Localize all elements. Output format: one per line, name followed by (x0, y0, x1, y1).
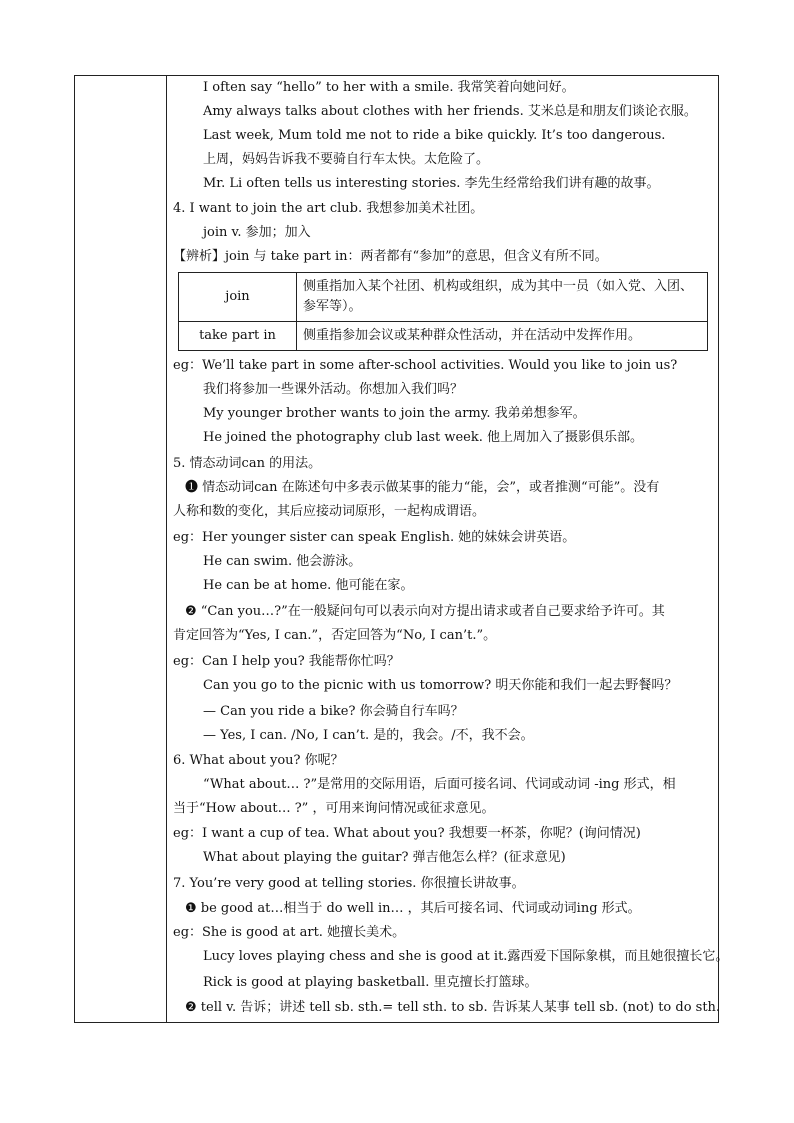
example-line: He can be at home. 他可能在家。 (203, 578, 414, 593)
example-line: Last week, Mum told me not to ride a bike quickly. It’s too dangerous. (203, 128, 666, 143)
analysis-heading: 【辨析】join 与 take part in：两者都有“参加”的意思，但含义有所不同。 (173, 249, 608, 264)
example-line: He joined the photography club last week. 他上周加入了摄影俱乐部。 (203, 430, 644, 445)
document-frame (74, 75, 729, 1023)
point-heading: 5. 情态动词can 的用法。 (173, 456, 322, 471)
point-heading: 4. I want to join the art club. 我想参加美术社团。 (173, 201, 484, 216)
example-line: eg：I want a cup of tea. What about you? 我想要一杯茶，你呢？(询问情况) (173, 826, 641, 841)
example-line: Can you go to the picnic with us tomorrow? 明天你能和我们一起去野餐吗？ (203, 678, 678, 693)
comparison-table (178, 272, 708, 351)
definition-line: join v. 参加；加入 (203, 225, 311, 240)
table-row (179, 273, 708, 322)
example-line: He can swim. 他会游泳。 (203, 554, 362, 569)
example-line: eg：We’ll take part in some after-school activities. Would you like to join us? (173, 358, 678, 373)
example-line: eg：Can I help you? 我能帮你忙吗？ (173, 654, 400, 669)
point-heading: 6. What about you? 你呢？ (173, 753, 344, 768)
example-line: My younger brother wants to join the army. 我弟弟想参军。 (203, 406, 586, 421)
usage-note: ❷ “Can you…?”在一般疑问句可以表示向对方提出请求或者自己要求给予许可。其 (185, 604, 665, 619)
example-line: Mr. Li often tells us interesting stories. 李先生经常给我们讲有趣的故事。 (203, 176, 660, 191)
usage-note: “What about… ?”是常用的交际用语，后面可接名词、代词或动词 -ing 形式，相 (203, 777, 676, 792)
example-line: I often say “hello” to her with a smile. 我常笑着向她问好。 (203, 80, 575, 95)
table-desc-cell: 侧重指参加会议或某种群众性活动，并在活动中发挥作用。 (297, 322, 708, 351)
column-divider (166, 76, 167, 1022)
example-line: — Can you ride a bike? 你会骑自行车吗？ (203, 704, 464, 719)
example-line: Amy always talks about clothes with her friends. 艾米总是和朋友们谈论衣服。 (203, 104, 697, 119)
example-line: Lucy loves playing chess and she is good at it.露西爱下国际象棋，而且她很擅长它。 (203, 949, 729, 964)
example-line: What about playing the guitar? 弹吉他怎么样？(征求意见) (203, 850, 566, 865)
table-term-cell: take part in (179, 322, 297, 351)
usage-note: 人称和数的变化，其后应接动词原形，一起构成谓语。 (173, 504, 486, 519)
table-desc-cell: 侧重指加入某个社团、机构或组织，成为其中一员（如入党、入团、参军等）。 (297, 273, 708, 322)
example-line: eg：She is good at art. 她擅长美术。 (173, 925, 406, 940)
table-row (179, 322, 708, 351)
example-line: eg：Her younger sister can speak English. 她的妹妹会讲英语。 (173, 530, 576, 545)
usage-note: ❶ 情态动词can 在陈述句中多表示做某事的能力“能，会”，或者推测“可能”。没有 (185, 480, 660, 495)
example-line: 我们将参加一些课外活动。你想加入我们吗？ (203, 382, 464, 397)
table-term-cell: join (179, 273, 297, 322)
example-line: Rick is good at playing basketball. 里克擅长打篮球。 (203, 975, 538, 990)
usage-note: ❶ be good at…相当于 do well in… ，其后可接名词、代词或动词ing 形式。 (185, 901, 641, 916)
usage-note: 当于“How about… ?” ，可用来询问情况或征求意见。 (173, 801, 495, 816)
example-line: 上周，妈妈告诉我不要骑自行车太快。太危险了。 (203, 152, 490, 167)
point-heading: 7. You’re very good at telling stories. 你很擅长讲故事。 (173, 876, 525, 891)
example-line: — Yes, I can. /No, I can’t. 是的，我会。/不，我不会。 (203, 728, 534, 743)
usage-note: ❷ tell v. 告诉；讲述 tell sb. sth.= tell sth. to sb. 告诉某人某事 tell sb. (not) to do sth. (185, 1000, 721, 1015)
usage-note: 肯定回答为“Yes, I can.”，否定回答为“No, I can’t.”。 (173, 628, 497, 643)
